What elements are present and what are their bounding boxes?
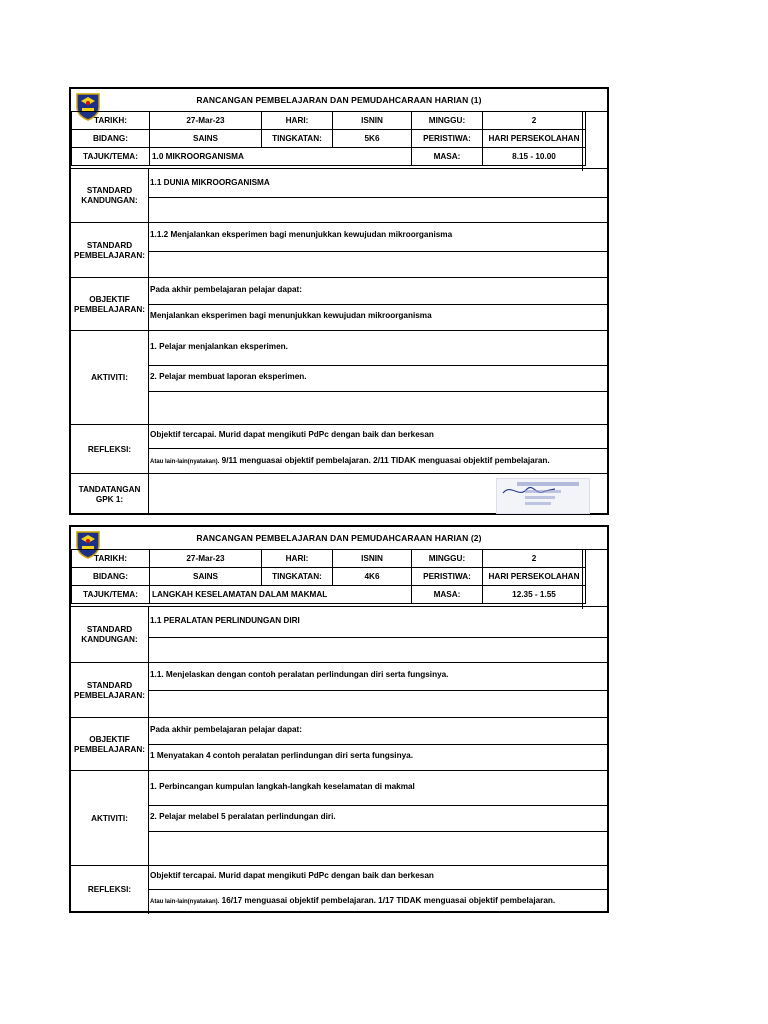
section-tandatangan <box>71 473 609 515</box>
op-label: OBJEKTIF PEMBELAJARAN: <box>71 278 149 331</box>
op-intro: Pada akhir pembelajaran pelajar dapat: <box>149 278 609 305</box>
peristiwa-value: HARI PERSEKOLAHAN <box>483 568 586 586</box>
gpk-signature-cell <box>149 474 609 515</box>
tarikh-label: TARIKH: <box>72 112 150 130</box>
hari-value: ISNIN <box>333 550 412 568</box>
section-objektif <box>71 277 609 331</box>
section-refleksi <box>71 865 609 914</box>
ref-2 <box>149 890 609 914</box>
sk-label: STANDARD KANDUNGAN: <box>71 607 149 663</box>
ref-2 <box>149 449 609 474</box>
empty-cell <box>586 550 610 568</box>
tingkatan-label: TINGKATAN: <box>262 568 333 586</box>
plan-title: RANCANGAN PEMBELAJARAN DAN PEMUDAHCARAAN HARIAN (2) <box>71 527 607 550</box>
tajuk-label: TAJUK/TEMA: <box>72 148 150 166</box>
peristiwa-label: PERISTIWA: <box>412 568 483 586</box>
section-refleksi <box>71 424 609 474</box>
ref-2-small: Atau lain-lain(nyatakan). <box>150 899 220 905</box>
ref-2-small: Atau lain-lain(nyatakan). <box>150 459 220 465</box>
akt-empty <box>149 392 609 425</box>
header-table <box>71 111 610 166</box>
empty-cell <box>586 586 610 604</box>
section-standard-kandungan <box>71 168 609 223</box>
sk-value: 1.1 PERALATAN PERLINDUNGAN DIRI <box>149 607 609 638</box>
masa-value: 12.35 - 1.55 <box>483 586 586 604</box>
masa-label: MASA: <box>412 148 483 166</box>
tarikh-label: TARIKH: <box>72 550 150 568</box>
akt-empty <box>149 832 609 866</box>
minggu-value: 2 <box>483 112 586 130</box>
akt-1: 1. Perbincangan kumpulan langkah-langkah keselamatan di makmal <box>149 771 609 806</box>
minggu-label: MINGGU: <box>412 550 483 568</box>
tarikh-value: 27-Mar-23 <box>150 550 262 568</box>
hari-label: HARI: <box>262 112 333 130</box>
section-standard-kandungan <box>71 606 609 663</box>
tingkatan-value: 5K6 <box>333 130 412 148</box>
bidang-label: BIDANG: <box>72 130 150 148</box>
ref-label: REFLEKSI: <box>71 866 149 914</box>
bidang-value: SAINS <box>150 568 262 586</box>
header-table <box>71 549 610 604</box>
ref-label: REFLEKSI: <box>71 425 149 474</box>
section-standard-pembelajaran <box>71 662 609 718</box>
lesson-plan-2 <box>69 525 609 913</box>
section-objektif <box>71 717 609 771</box>
section-aktiviti <box>71 330 609 425</box>
akt-2: 2. Pelajar melabel 5 peralatan perlindungan diri. <box>149 806 609 832</box>
sp-empty <box>149 691 609 718</box>
op-label: OBJEKTIF PEMBELAJARAN: <box>71 718 149 771</box>
tajuk-value: LANGKAH KESELAMATAN DALAM MAKMAL <box>150 586 412 604</box>
empty-cell <box>586 112 610 130</box>
akt-label: AKTIVITI: <box>71 331 149 425</box>
ref-1: Objektif tercapai. Murid dapat mengikuti PdPc dengan baik dan berkesan <box>149 866 609 890</box>
sp-label: STANDARD PEMBELAJARAN: <box>71 663 149 718</box>
tingkatan-label: TINGKATAN: <box>262 130 333 148</box>
tingkatan-value: 4K6 <box>333 568 412 586</box>
lesson-plan-1 <box>69 87 609 515</box>
sk-value: 1.1 DUNIA MIKROORGANISMA <box>149 169 609 198</box>
hari-label: HARI: <box>262 550 333 568</box>
op-value: Menjalankan eksperimen bagi menunjukkan kewujudan mikroorganisma <box>150 311 432 320</box>
ref-2-text: 16/17 menguasai objektif pembelajaran. 1/17 TIDAK menguasai objektif pembelajaran. <box>219 896 556 905</box>
minggu-value: 2 <box>483 550 586 568</box>
akt-2: 2. Pelajar membuat laporan eksperimen. <box>149 366 609 392</box>
hari-value: ISNIN <box>333 112 412 130</box>
op-intro: Pada akhir pembelajaran pelajar dapat: <box>149 718 609 745</box>
empty-cell <box>586 568 610 586</box>
sp-value: 1.1. Menjelaskan dengan contoh peralatan perlindungan diri serta fungsinya. <box>149 663 609 691</box>
minggu-label: MINGGU: <box>412 112 483 130</box>
akt-label: AKTIVITI: <box>71 771 149 866</box>
tajuk-value: 1.0 MIKROORGANISMA <box>150 148 412 166</box>
ref-2-text: 9/11 menguasai objektif pembelajaran. 2/11 TIDAK menguasai objektif pembelajaran. <box>219 456 550 465</box>
sp-value: 1.1.2 Menjalankan eksperimen bagi menunjukkan kewujudan mikroorganisma <box>149 223 609 252</box>
masa-value: 8.15 - 10.00 <box>483 148 586 166</box>
tarikh-value: 27-Mar-23 <box>150 112 262 130</box>
tajuk-label: TAJUK/TEMA: <box>72 586 150 604</box>
section-standard-pembelajaran <box>71 222 609 278</box>
bidang-value: SAINS <box>150 130 262 148</box>
peristiwa-value: HARI PERSEKOLAHAN <box>483 130 586 148</box>
masa-label: MASA: <box>412 586 483 604</box>
sp-empty <box>149 252 609 278</box>
akt-1: 1. Pelajar menjalankan eksperimen. <box>149 331 609 366</box>
peristiwa-label: PERISTIWA: <box>412 130 483 148</box>
sp-label: STANDARD PEMBELAJARAN: <box>71 223 149 278</box>
empty-cell <box>586 148 610 166</box>
signature-stamp-icon <box>496 478 590 514</box>
sk-empty <box>149 198 609 223</box>
sk-empty <box>149 638 609 663</box>
ref-1: Objektif tercapai. Murid dapat mengikuti PdPc dengan baik dan berkesan <box>149 425 609 449</box>
bidang-label: BIDANG: <box>72 568 150 586</box>
section-aktiviti <box>71 770 609 866</box>
empty-cell <box>586 130 610 148</box>
sk-label: STANDARD KANDUNGAN: <box>71 169 149 223</box>
op-value: 1 Menyatakan 4 contoh peralatan perlindungan diri serta fungsinya. <box>150 751 413 760</box>
plan-title: RANCANGAN PEMBELAJARAN DAN PEMUDAHCARAAN HARIAN (1) <box>71 89 607 112</box>
gpk-label: TANDATANGAN GPK 1: <box>71 474 149 515</box>
